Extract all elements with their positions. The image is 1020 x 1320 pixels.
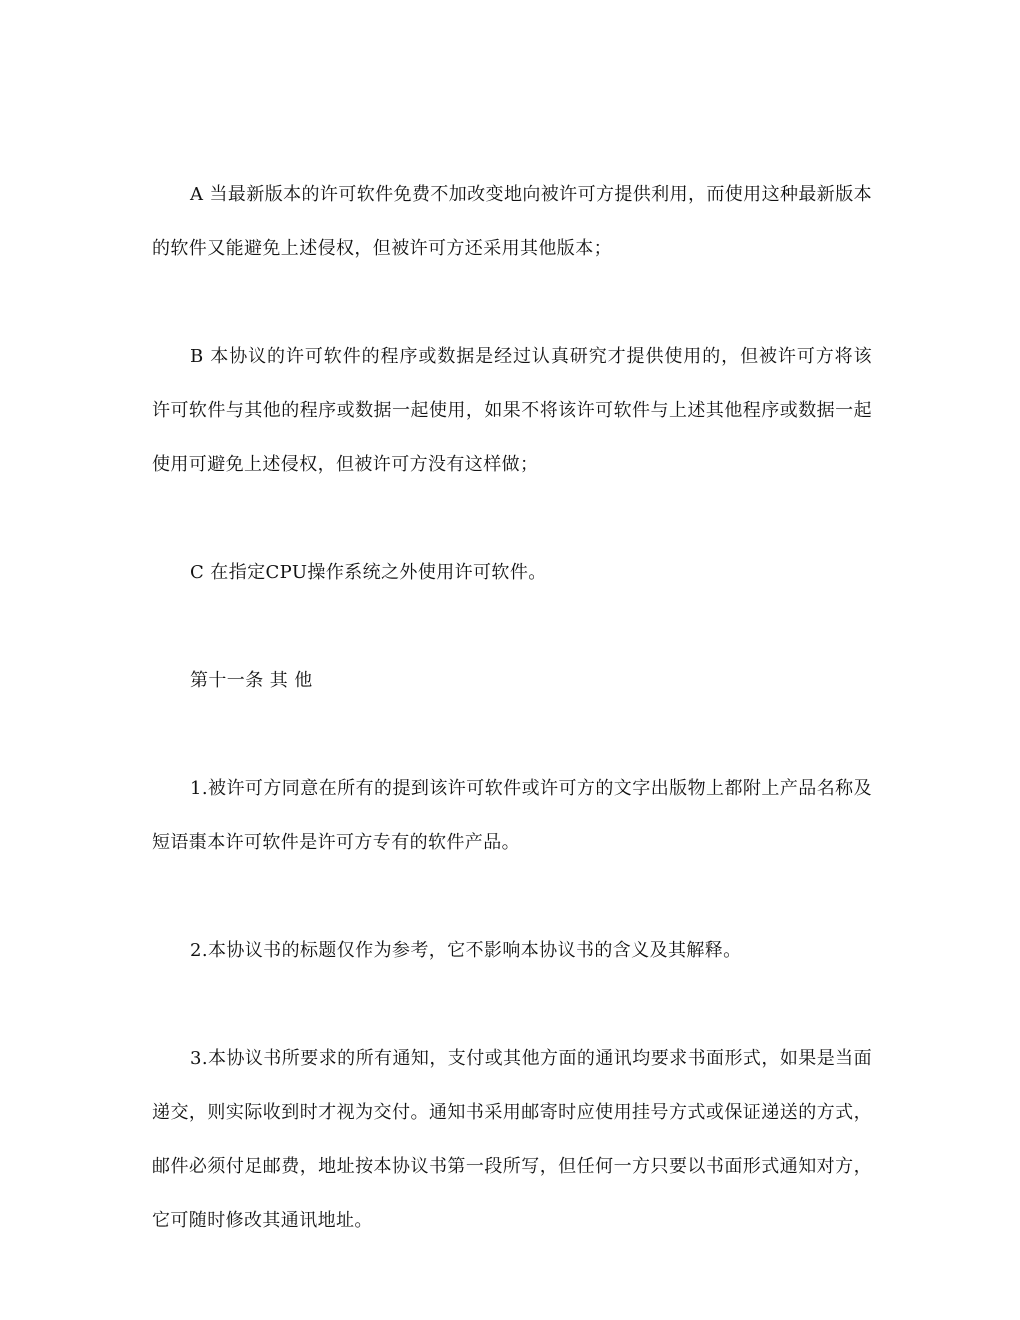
article-heading: 第十一条 其 他 (190, 670, 313, 691)
item-1: 1.被许可方同意在所有的提到该许可软件或许可方的文字出版物上都附上产品名称及短语棗本许可软件是许可方专有的软件产品。 (152, 778, 872, 853)
clause-a: A 当最新版本的许可软件免费不加改变地向被许可方提供利用，而使用这种最新版本的软件又能避免上述侵权，但被许可方还采用其他版本； (152, 184, 872, 259)
paragraph-gap (152, 600, 872, 654)
item-3: 3.本协议书所要求的所有通知，支付或其他方面的通讯均要求书面形式，如果是当面递交，则实际收到时才视为交付。通知书采用邮寄时应使用挂号方式或保证递送的方式，邮件必须付足邮费，地址按本协议书第一段所写，但任何一方只要以书面形式通知对方，它可随时修改其通讯地址。 (152, 1048, 872, 1231)
clause-c: C 在指定CPU操作系统之外使用许可软件。 (190, 562, 547, 583)
paragraph-gap (152, 978, 872, 1032)
paragraph-gap (152, 708, 872, 762)
paragraph-gap (152, 870, 872, 924)
document-body (152, 168, 872, 1248)
item-2: 2.本协议书的标题仅作为参考，它不影响本协议书的含义及其解释。 (190, 940, 742, 961)
paragraph-gap (152, 492, 872, 546)
paragraph-gap (152, 276, 872, 330)
clause-b: B 本协议的许可软件的程序或数据是经过认真研究才提供使用的，但被许可方将该许可软件与其他的程序或数据一起使用，如果不将该许可软件与上述其他程序或数据一起使用可避免上述侵权，但被许可方没有这样做； (152, 346, 872, 475)
